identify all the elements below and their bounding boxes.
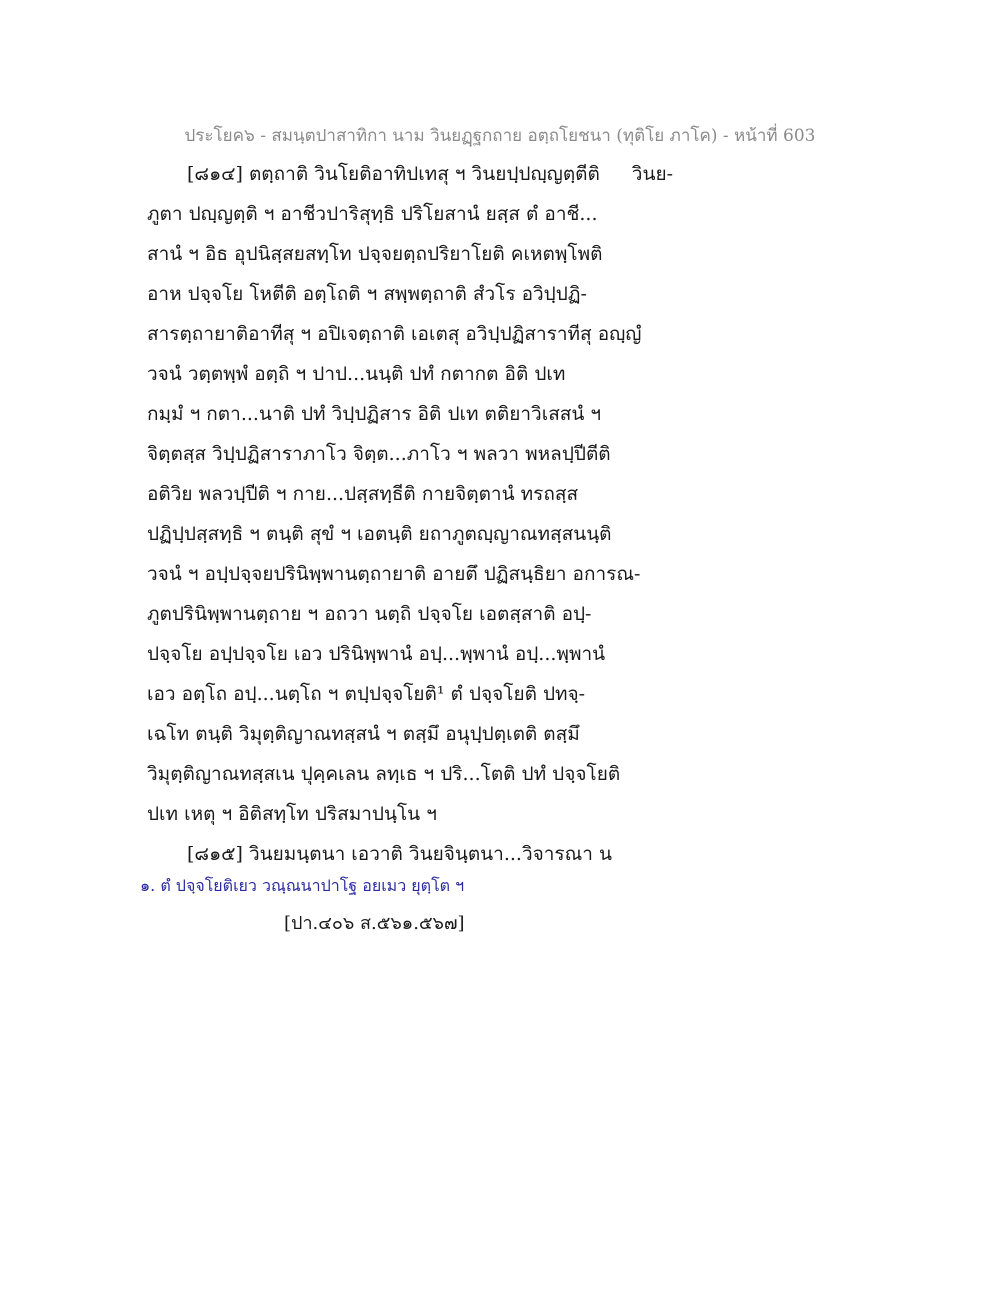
main-text: [147, 154, 707, 874]
text-line: ปฏิปฺปสฺสทฺธิ ฯ ตนฺติ สุขํ ฯ เอตนฺติ ยถาภูตญฺญาณทสฺสนนฺติ: [147, 523, 612, 545]
text-line: เอว อตฺโถ อปฺ...นตฺโถ ฯ ตปฺปจฺจโยติ¹ ตํ ปจฺจโยติ ปทจฺ-: [147, 683, 586, 705]
text-line: ภูตปรินิพฺพานตฺถาย ฯ อถวา นตฺถิ ปจฺจโย เอตสฺสาติ อปฺ-: [147, 603, 592, 625]
text-line: ภูตา ปญฺญตฺติ ฯ อาชีวปาริสุทฺธิ ปริโยสานํ ยสฺส ตํ อาชี...: [147, 203, 598, 225]
text-line: สานํ ฯ อิธ อุปนิสฺสยสทฺโท ปจฺจยตฺถปริยาโยติ คเหตพฺโพติ: [147, 243, 603, 265]
text-line: วจนํ วตฺตพฺพํ อตฺถิ ฯ ปาป...นนฺติ ปทํ กตากต อิติ ปเท: [147, 363, 566, 385]
text-line: วจนํ ฯ อปฺปจฺจยปรินิพฺพานตฺถายาติ อายตึ ปฏิสนฺธิยา อการณ-: [147, 563, 641, 585]
text-line: วิมุตฺติญาณทสฺสเน ปุคฺคเลน ลทฺเธ ฯ ปริ...โตติ ปทํ ปจฺจโยติ: [147, 763, 621, 785]
first-line-main-text: [๘๑๔] ตตฺถาติ วินโยติอาทิปเทสุ ฯ วินยปฺปญฺญตฺตีติ: [187, 163, 600, 185]
text-line: ปเท เหตุ ฯ อิติสทฺโท ปริสมาปนฺโน ฯ: [147, 803, 437, 825]
footnote: ๑. ตํ ปจฺจโยติเยว วณฺณนาปาโฐ อยเมว ยุตฺโต ฯ: [140, 876, 465, 895]
text-line: ปจฺจโย อปฺปจฺจโย เอว ปรินิพฺพานํ อปฺ...พฺพานํ อปฺ...พฺพานํ: [147, 643, 606, 665]
text-line: กมฺมํ ฯ กตา...นาติ ปทํ วิปฺปฏิสาร อิติ ปเท ตติยาวิเสสนํ ฯ: [147, 403, 602, 425]
text-line: อติวิย พลวปฺปีติ ฯ กาย...ปสฺสทฺธีติ กายจิตฺตานํ ทรถสฺส: [147, 483, 579, 505]
page-reference: [ปา.๔๐๖ ส.๕๖๑.๕๖๗]: [284, 913, 465, 934]
text-line: สารตฺถายาติอาทีสุ ฯ อปิเจตฺถาติ เอเตสุ อวิปฺปฏิสาราทีสุ อญฺญํ: [147, 323, 642, 345]
text-line: เฉโท ตนฺติ วิมุตฺติญาณทสฺสนํ ฯ ตสฺมึ อนุปฺปตฺเตติ ตสฺมึ: [147, 723, 580, 745]
first-line-hyphenated-word: วินย-: [631, 163, 673, 185]
paragraph-second-line: [๘๑๕] วินยมนฺตนา เอวาติ วินยจินฺตนา...วิจารณา น: [187, 843, 612, 865]
text-line: จิตฺตสฺส วิปฺปฏิสาราภาโว จิตฺต...ภาโว ฯ พลวา พหลปฺปีตีติ: [147, 443, 611, 465]
running-header: ประโยค๖ - สมนฺตปาสาทิกา นาม วินยฏฺฐกถาย อตฺถโยชนา (ทุติโย ภาโค) - หน้าที่ 603: [184, 126, 816, 146]
paragraph-first-line: [147, 154, 707, 194]
text-line: อาห ปจฺจโย โหตีติ อตฺโถติ ฯ สพฺพตฺถาติ สํวโร อวิปฺปฏิ-: [147, 283, 587, 305]
